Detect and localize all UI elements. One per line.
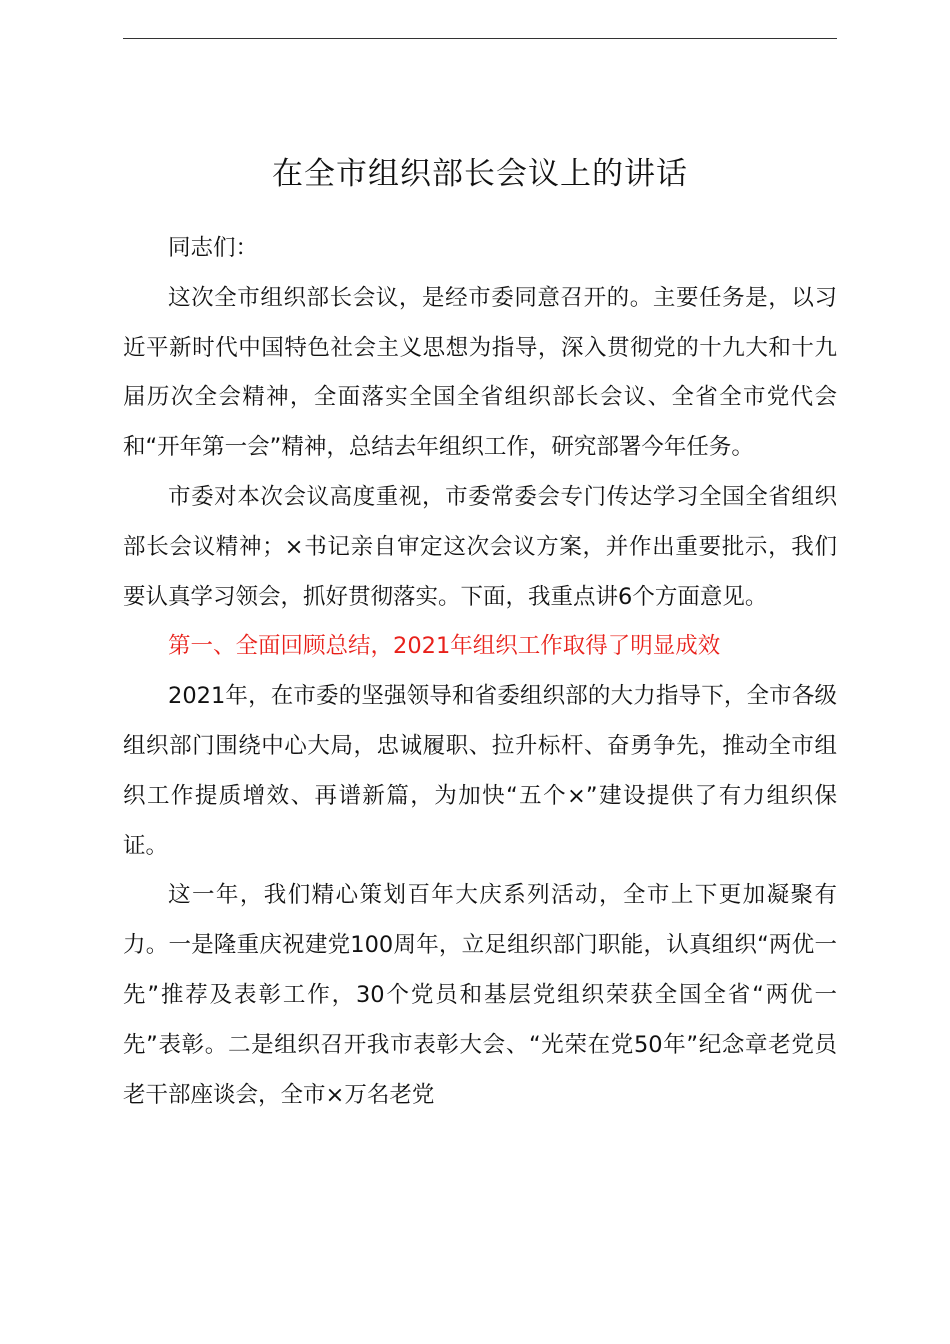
section-heading: 第一、全面回顾总结，2021年组织工作取得了明显成效 xyxy=(168,633,721,660)
paragraph-intro: 这次全市组织部长会议，是经市委同意召开的。主要任务是，以习近平新时代中国特色社会主义思想为指导，深入贯彻党的十九大和十九届历次全会精神，全面落实全国全省组织部长会议、全省全市党代会和“开年第一会”精神，总结去年组织工作，研究部署今年任务。 xyxy=(123,284,837,461)
salutation: 同志们： xyxy=(168,235,259,261)
paragraph-2021-summary: 2021年，在市委的坚强领导和省委组织部的大力指导下，全市各级组织部门围绕中心大局，忠诚履职、拉升标杆、奋勇争先，推动全市组织工作提质增效、再谱新篇，为加快“五个×”建设提供了有力组织保证。 xyxy=(123,683,837,859)
paragraph-importance: 市委对本次会议高度重视，市委常委会专门传达学习全国全省组织部长会议精神；×书记亲自审定这次会议方案，并作出重要批示，我们要认真学习领会，抓好贯彻落实。下面，我重点讲6个方面意见。 xyxy=(123,483,837,610)
document-title: 在全市组织部长会议上的讲话 xyxy=(272,156,688,192)
header-rule xyxy=(123,38,837,39)
paragraph-centennial: 这一年，我们精心策划百年大庆系列活动，全市上下更加凝聚有力。一是隆重庆祝建党100周年，立足组织部门职能，认真组织“两优一先”推荐及表彰工作，30个党员和基层党组织荣获全国全省“两优一先”表彰。二是组织召开我市表彰大会、“光荣在党50年”纪念章老党员老干部座谈会，全市×万名老党 xyxy=(123,882,837,1108)
document-body xyxy=(123,224,837,1120)
